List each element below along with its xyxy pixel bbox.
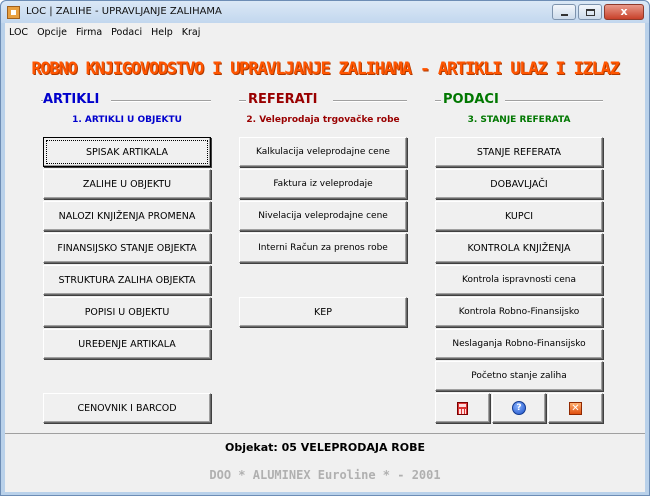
- kontrola-robno-finansijsko-label: Kontrola Robno-Finansijsko: [458, 307, 580, 317]
- interni-racun-button[interactable]: [239, 233, 407, 263]
- kalkulacija-label: Kalkulacija veleprodajne cene: [256, 147, 390, 157]
- kontrola-knjizenja-label: KONTROLA KNJIŽENJA: [467, 242, 571, 254]
- stanje-referata-button[interactable]: [435, 137, 603, 167]
- spisak-artikala-button[interactable]: [43, 137, 211, 167]
- menu-kraj[interactable]: Kraj: [181, 27, 201, 38]
- title-bar[interactable]: [1, 1, 649, 23]
- kupci-label: KUPCI: [504, 210, 534, 222]
- finansijsko-stanje-label: FINANSIJSKO STANJE OBJEKTA: [57, 242, 197, 254]
- minimize-icon: [561, 14, 568, 16]
- zalihe-u-objektu-label: ZALIHE U OBJEKTU: [82, 178, 172, 190]
- finansijsko-stanje-button[interactable]: [43, 233, 211, 263]
- kontrola-cena-button[interactable]: [435, 265, 603, 295]
- section-subheading-podaci: 3. STANJE REFERATA: [467, 115, 571, 125]
- interni-racun-label: Interni Račun za prenos robe: [258, 243, 388, 253]
- nalozi-knjizenja-label: NALOZI KNJIŽENJA PROMENA: [58, 210, 196, 222]
- help-icon: ?: [512, 401, 526, 415]
- page-title: ROBNO KNJIGOVODSTVO I UPRAVLJANJE ZALIHAMA - ARTIKLI ULAZ I IZLAZ: [31, 59, 619, 79]
- kep-label: KEP: [314, 306, 332, 318]
- uredjenje-artikala-label: UREĐENJE ARTIKALA: [78, 338, 176, 350]
- section-heading-artikli: ARTIKLI: [43, 92, 100, 107]
- section-heading-podaci: PODACI: [443, 92, 499, 107]
- struktura-zaliha-button[interactable]: [43, 265, 211, 295]
- object-status-text: Objekat: 05 VELEPRODAJA ROBE: [224, 440, 426, 454]
- calculator-icon: [457, 402, 468, 415]
- cenovnik-barcod-label: CENOVNIK I BARCOD: [77, 402, 177, 414]
- maximize-button[interactable]: [578, 4, 602, 20]
- section-divider-referati: [333, 100, 407, 102]
- nivelacija-button[interactable]: [239, 201, 407, 231]
- kep-button[interactable]: [239, 297, 407, 327]
- kontrola-cena-label: Kontrola ispravnosti cena: [461, 275, 577, 285]
- exit-icon: ✕: [569, 402, 582, 415]
- help-button[interactable]: [492, 393, 546, 423]
- window-controls: [550, 4, 644, 20]
- status-panel: [5, 433, 645, 460]
- window-title: LOC | ZALIHE - UPRAVLJANJE ZALIHAMA: [26, 6, 222, 17]
- footer-copyright: DOO * ALUMINEX Euroline * - 2001: [209, 468, 441, 482]
- zalihe-u-objektu-button[interactable]: [43, 169, 211, 199]
- neslaganja-robno-finansijsko-label: Neslaganja Robno-Finansijsko: [452, 339, 586, 349]
- pocetno-stanje-label: Početno stanje zaliha: [471, 371, 567, 381]
- menu-opcije[interactable]: Opcije: [37, 27, 67, 38]
- faktura-button[interactable]: [239, 169, 407, 199]
- section-divider-podaci-left: [435, 100, 441, 102]
- kontrola-knjizenja-button[interactable]: [435, 233, 603, 263]
- exit-button[interactable]: [548, 393, 603, 423]
- main-panel: [5, 42, 645, 492]
- menu-loc[interactable]: LOC: [9, 27, 29, 38]
- kupci-button[interactable]: [435, 201, 603, 231]
- spisak-artikala-label: SPISAK ARTIKALA: [85, 146, 169, 158]
- menu-help[interactable]: Help: [151, 27, 173, 38]
- dobavljaci-label: DOBAVLJAČI: [490, 178, 548, 190]
- pocetno-stanje-button[interactable]: [435, 361, 603, 391]
- neslaganja-robno-finansijsko-button[interactable]: [435, 329, 603, 359]
- section-heading-referati: REFERATI: [248, 92, 318, 107]
- close-button[interactable]: [604, 4, 644, 20]
- struktura-zaliha-label: STRUKTURA ZALIHA OBJEKTA: [58, 274, 196, 286]
- section-divider-referati-left: [239, 100, 246, 102]
- faktura-label: Faktura iz veleprodaje: [273, 179, 373, 189]
- kalkulacija-button[interactable]: [239, 137, 407, 167]
- app-icon[interactable]: [7, 6, 20, 19]
- close-icon: x: [620, 5, 628, 18]
- section-subheading-referati: 2. Veleprodaja trgovačke robe: [246, 115, 400, 125]
- kontrola-robno-finansijsko-button[interactable]: [435, 297, 603, 327]
- cenovnik-barcod-button[interactable]: [43, 393, 211, 423]
- section-divider-podaci: [505, 100, 603, 102]
- menu-bar: [5, 23, 645, 42]
- dobavljaci-button[interactable]: [435, 169, 603, 199]
- section-divider-artikli-left: [41, 100, 43, 102]
- menu-podaci[interactable]: Podaci: [111, 27, 143, 38]
- menu-firma[interactable]: Firma: [75, 27, 103, 38]
- minimize-button[interactable]: [552, 4, 576, 20]
- section-subheading-artikli: 1. ARTIKLI U OBJEKTU: [72, 115, 182, 125]
- popisi-u-objektu-button[interactable]: [43, 297, 211, 327]
- section-divider-artikli: [111, 100, 211, 102]
- nivelacija-label: Nivelacija veleprodajne cene: [258, 211, 388, 221]
- uredjenje-artikala-button[interactable]: [43, 329, 211, 359]
- nalozi-knjizenja-button[interactable]: [43, 201, 211, 231]
- stanje-referata-label: STANJE REFERATA: [476, 146, 562, 158]
- calculator-button[interactable]: [435, 393, 490, 423]
- popisi-u-objektu-label: POPISI U OBJEKTU: [84, 306, 170, 318]
- maximize-icon: [586, 9, 595, 16]
